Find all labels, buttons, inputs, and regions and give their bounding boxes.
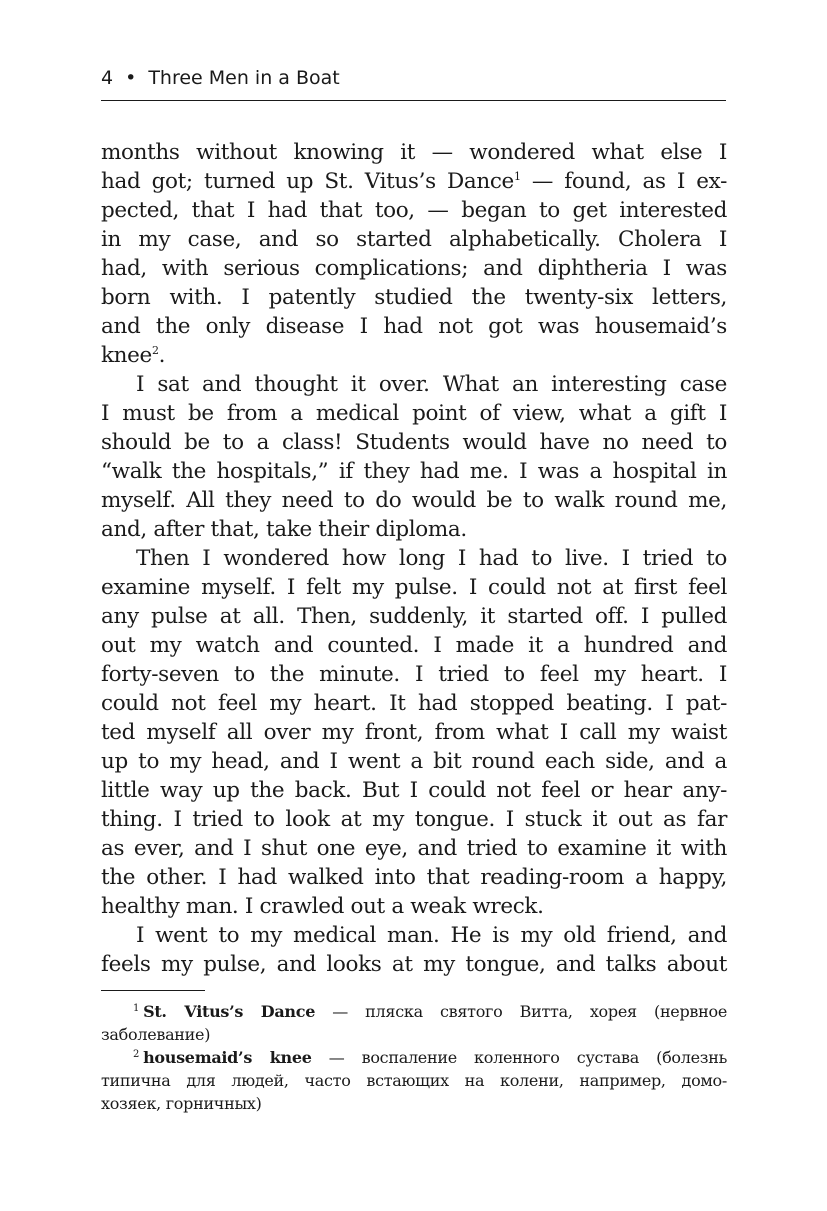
text-line: feels my pulse, and looks at my tongue, and talks about (101, 952, 727, 977)
text-line: ted myself all over my front, from what I call my waist (101, 720, 727, 745)
footnote-divider (101, 990, 205, 991)
text-line: as ever, and I shut one eye, and tried to examine it with (101, 836, 727, 861)
text-line: should be to a class! Students would have no need to (101, 430, 727, 455)
text-line (101, 167, 727, 196)
text-line: “walk the hospitals,” if they had me. I was a hospital in (101, 459, 727, 484)
text-line: thing. I tried to look at my tongue. I stuck it out as far (101, 807, 727, 832)
text-line: pected, that I had that too, — began to get interested (101, 198, 727, 223)
footnote-term: housemaid’s knee (143, 1048, 312, 1067)
paragraph-start-line: I went to my medical man. He is my old friend, and (136, 923, 727, 948)
footnotes (101, 1000, 727, 1115)
text-fragment: — found, as I ex- (520, 169, 727, 194)
footnote-term: St. Vitus’s Dance (143, 1002, 316, 1021)
footnote-2 (101, 1046, 727, 1069)
book-title: Three Men in a Boat (148, 67, 340, 89)
page-number: 4 (101, 67, 114, 89)
footnote-line: заболевание) (101, 1025, 211, 1044)
text-line: had, with serious complications; and diphtheria I was (101, 256, 727, 281)
footnote-line: типична для людей, часто встающих на колени, например, домо- (101, 1071, 727, 1090)
text-line: in my case, and so started alphabetically. Cholera I (101, 227, 727, 252)
text-line: up to my head, and I went a bit round each side, and a (101, 749, 727, 774)
text-line (101, 341, 727, 370)
text-fragment: had got; turned up St. Vitus’s Dance (101, 169, 514, 194)
footnote-text: — воспаление коленного сустава (болезнь (311, 1048, 727, 1067)
footnote-1 (101, 1000, 727, 1023)
main-text (101, 138, 727, 979)
footnote-line: хозяек, горничных) (101, 1094, 262, 1113)
footnote-text: — пляска святого Витта, хорея (нервное (315, 1002, 727, 1021)
text-line: forty-seven to the minute. I tried to feel my heart. I (101, 662, 727, 687)
text-fragment: . (158, 343, 166, 368)
running-header (101, 64, 726, 101)
text-line: and the only disease I had not got was housemaid’s (101, 314, 727, 339)
text-line: myself. All they need to do would be to walk round me, (101, 488, 727, 513)
text-line: born with. I patently studied the twenty-six letters, (101, 285, 727, 310)
text-line: any pulse at all. Then, suddenly, it started off. I pulled (101, 604, 727, 629)
paragraph-start-line: I sat and thought it over. What an interesting case (136, 372, 727, 397)
footnote-number: 2 (133, 1048, 140, 1060)
paragraph-start-line: Then I wondered how long I had to live. I tried to (136, 546, 727, 571)
header-separator: • (125, 67, 137, 89)
footnote-reference-1: 1 (513, 169, 521, 183)
text-line: the other. I had walked into that reading-room a happy, (101, 865, 727, 890)
text-fragment: knee (101, 343, 152, 368)
text-line: could not feel my heart. It had stopped beating. I pat- (101, 691, 727, 716)
text-line: I must be from a medical point of view, what a gift I (101, 401, 727, 426)
text-line: out my watch and counted. I made it a hundred and (101, 633, 727, 658)
text-line: months without knowing it — wondered what else I (101, 140, 727, 165)
text-line: little way up the back. But I could not feel or hear any- (101, 778, 727, 803)
footnote-number: 1 (133, 1002, 140, 1014)
text-line: healthy man. I crawled out a weak wreck. (101, 894, 544, 919)
text-line: examine myself. I felt my pulse. I could not at first feel (101, 575, 727, 600)
footnote-reference-2: 2 (151, 343, 159, 357)
text-line: and, after that, take their diploma. (101, 517, 467, 542)
